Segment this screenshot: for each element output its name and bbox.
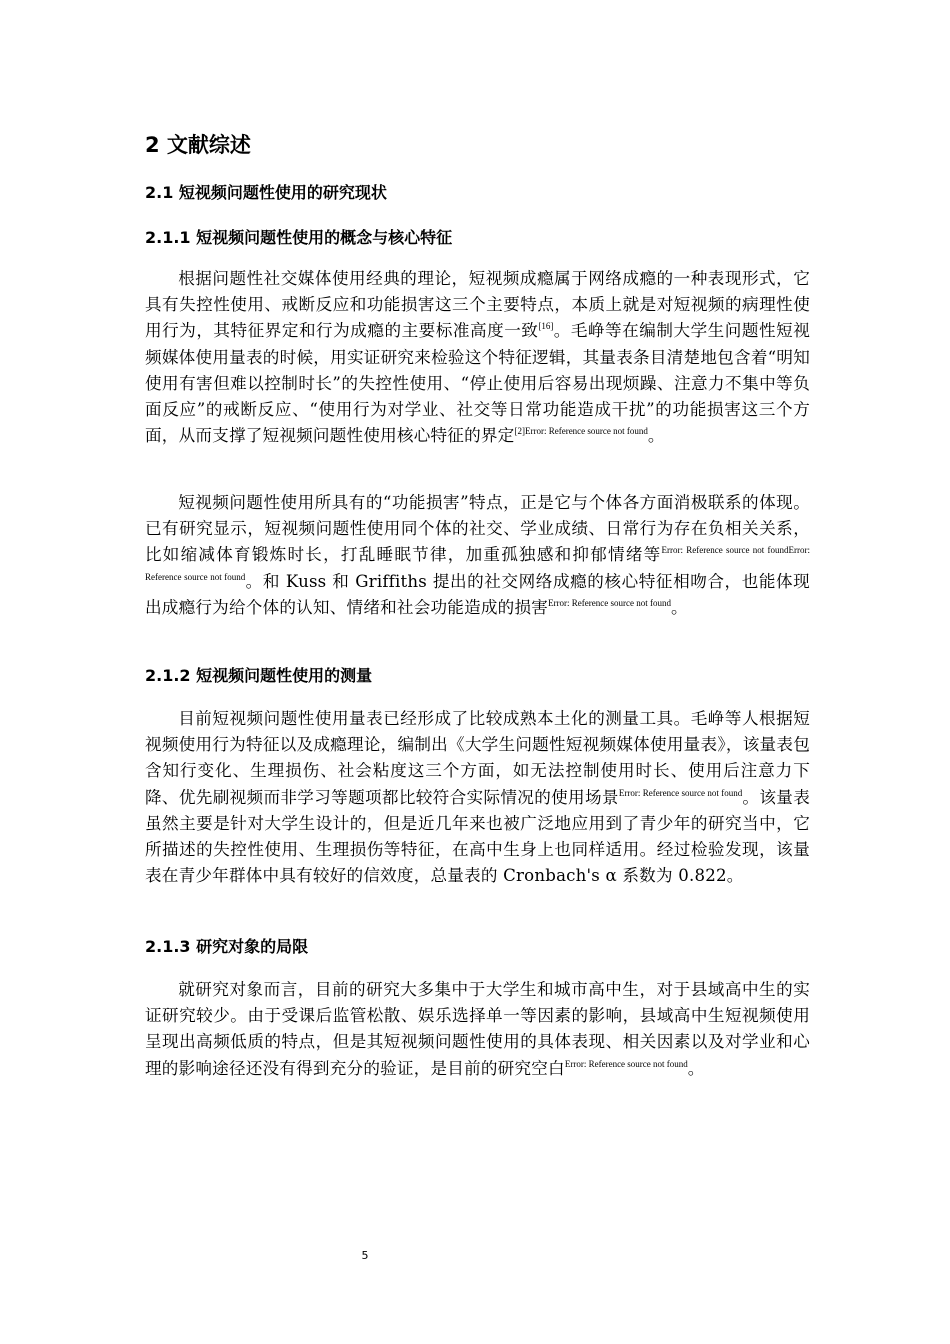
paragraph-2-1-2	[145, 706, 810, 889]
paragraph-2-1-1-b	[145, 490, 810, 621]
citation-reference: Error: Reference source not found	[564, 1058, 688, 1069]
citation-reference: Error: Reference source not foundError: Reference source not found	[145, 545, 810, 582]
document-page	[145, 0, 810, 1344]
page-number: 5	[361, 1249, 369, 1262]
citation-reference: Error: Reference source not found	[618, 787, 743, 798]
paragraph-text: 。该量表虽然主要是针对大学生设计的，但是近几年来也被广泛地应用到了青少年的研究当中，它所描述的失控性使用、生理损伤等特征，在高中生身上也同样适用。经过检验发现，该量表在青少年群体中具有较好的信效度，总量表的 Cronbach's α 系数为 0.822。	[145, 787, 810, 886]
citation-reference: Error: Reference source not found	[548, 597, 672, 608]
citation-reference: [16]	[538, 321, 554, 332]
paragraph-text: 。和 Kuss 和 Griffiths 提出的社交网络成瘾的核心特征相吻合，也能体现出成瘾行为给个体的认知、情绪和社会功能造成的损害	[145, 571, 810, 617]
paragraph-2-1-1-a	[145, 266, 810, 449]
paragraph-2-1-3	[145, 977, 810, 1082]
chapter-heading: 2 文献综述	[145, 133, 251, 157]
paragraph-text: 就研究对象而言，目前的研究大多集中于大学生和城市高中生，对于县域高中生的实证研究较少。由于受课后监管松散、娱乐选择单一等因素的影响，县域高中生短视频使用呈现出高频低质的特点，但是其短视频问题性使用的具体表现、相关因素以及对学业和心理的影响途径还没有得到充分的验证，是目前的研究空白	[145, 980, 810, 1078]
paragraph-text: 。	[647, 426, 665, 446]
paragraph-text: 根据问题性社交媒体使用经典的理论，短视频成瘾属于网络成瘾的一种表现形式，它具有失控性使用、戒断反应和功能损害这三个主要特点，本质上就是对短视频的病理性使用行为，其特征界定和行为成瘾的主要标准高度一致	[145, 269, 810, 341]
section-heading-2-1-3: 2.1.3 研究对象的局限	[145, 937, 309, 956]
paragraph-text: 。	[687, 1058, 705, 1078]
paragraph-text: 。毛峥等在编制大学生问题性短视频媒体使用量表的时候，用实证研究来检验这个特征逻辑，其量表条目清楚地包含着“明知使用有害但难以控制时长”的失控性使用、“停止使用后容易出现烦躁、注意力不集中等负面反应”的戒断反应、“使用行为对学业、社交等日常功能造成干扰”的功能损害这三个方面，从而支撑了短视频问题性使用核心特征的界定	[145, 321, 810, 446]
paragraph-text: 短视频问题性使用所具有的“功能损害”特点，正是它与个体各方面消极联系的体现。已有研究显示，短视频问题性使用同个体的社交、学业成绩、日常行为存在负相关关系，比如缩减体育锻炼时长，打乱睡眠节律，加重孤独感和抑郁情绪等	[145, 493, 810, 565]
section-heading-2-1: 2.1 短视频问题性使用的研究现状	[145, 183, 387, 202]
section-heading-2-1-1: 2.1.1 短视频问题性使用的概念与核心特征	[145, 228, 453, 247]
paragraph-text: 目前短视频问题性使用量表已经形成了比较成熟本土化的测量工具。毛峥等人根据短视频使用行为特征以及成瘾理论，编制出《大学生问题性短视频媒体使用量表》，该量表包含知行变化、生理损伤、社会粘度这三个方面，如无法控制使用时长、使用后注意力下降、优先刷视频而非学习等题项都比较符合实际情况的使用场景	[145, 709, 810, 807]
citation-reference: [2]Error: Reference source not found	[514, 426, 648, 437]
paragraph-text: 。	[671, 597, 688, 617]
section-heading-2-1-2: 2.1.2 短视频问题性使用的测量	[145, 666, 373, 685]
